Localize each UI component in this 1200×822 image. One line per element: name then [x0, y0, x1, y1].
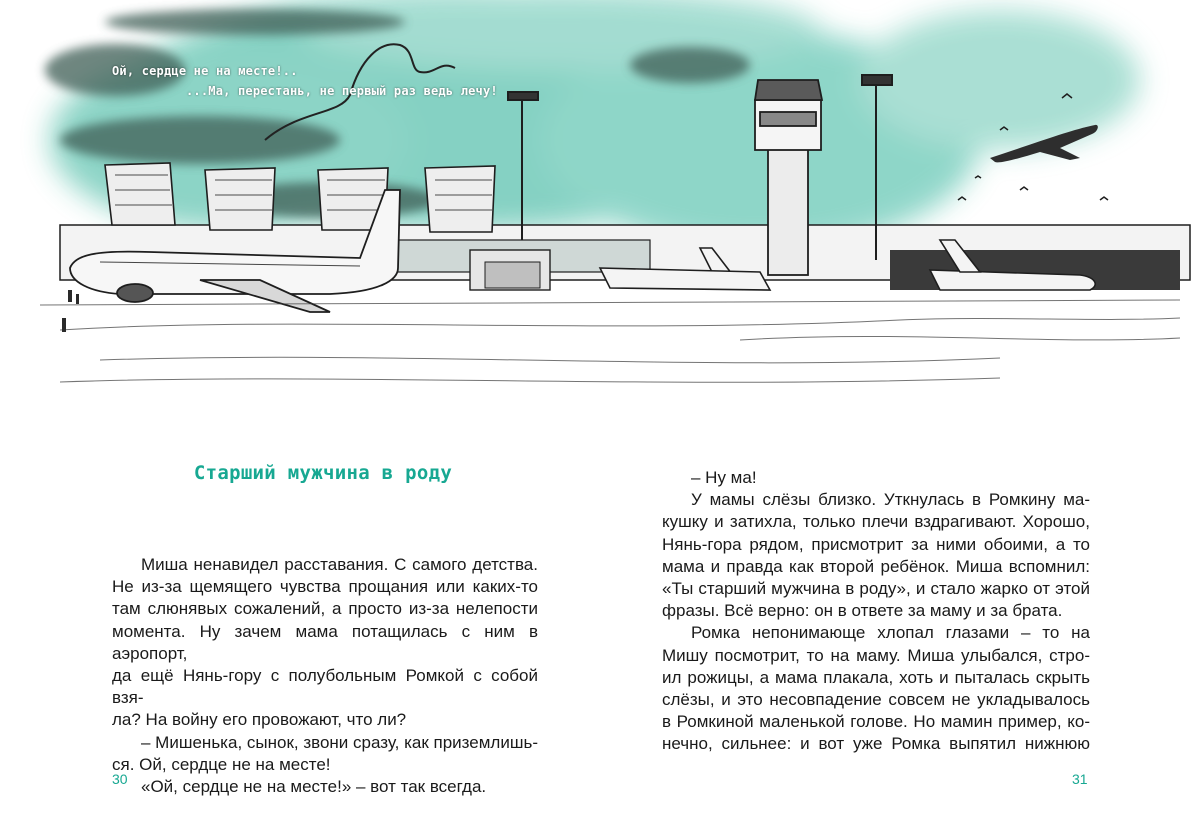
text-line: Не из-за щемящего чувства прощания или каких-то: [112, 577, 538, 597]
text-line: – Ну ма!: [691, 468, 757, 487]
text-line: мама и правда как второй ребёнок. Миша вспомнил:: [662, 556, 1090, 576]
text-line: да ещё Нянь-гору с полубольным Ромкой с собой взя-: [112, 666, 538, 708]
text-line: Мишу посмотрит, то на маму. Миша улыбался, стро-: [662, 645, 1090, 665]
text-line: нечно, сильнее: и вот уже Ромка выпятил нижнюю: [662, 734, 1090, 754]
text-line: ся. Ой, сердце не на месте!: [112, 754, 331, 774]
page-number-left: 30: [112, 771, 128, 787]
text-line: У мамы слёзы близко. Уткнулась в Ромкину ма-: [691, 490, 1090, 510]
illustration-caption-son: ...Ма, перестань, не первый раз ведь лечу!: [186, 84, 498, 98]
text-line: кушку и затихла, только плечи вздрагивают. Хорошо,: [662, 512, 1090, 532]
right-page-text: [662, 467, 1090, 756]
text-line: в Ромкиной маленькой голове. Но мамин пример, ко-: [662, 712, 1090, 732]
text-line: – Мишенька, сынок, звони сразу, как приземлишь-: [141, 732, 538, 752]
text-line: момента. Ну зачем мама потащилась с ним в аэропорт,: [112, 621, 538, 663]
airport-illustration: [0, 0, 1200, 392]
people: [62, 290, 79, 332]
text-line: «Ты старший мужчина в роду», и стало жарко от этой: [662, 579, 1090, 599]
illustration-caption-mother: Ой, сердце не на месте!..: [112, 64, 298, 78]
text-line: Миша ненавидел расставания. С самого детства.: [141, 555, 538, 574]
text-line: Ромка непонимающе хлопал глазами – то на: [691, 623, 1090, 643]
left-page-text: [112, 554, 538, 798]
text-line: «Ой, сердце не на месте!» – вот так всегда.: [141, 777, 487, 797]
text-line: ла? На войну его провожают, что ли?: [112, 710, 407, 730]
text-line: ил рожицы, а мама плакала, хоть и пыталась скрыть: [662, 667, 1090, 687]
ground-sketch: [40, 300, 1180, 382]
text-line: фразы. Всё верно: он в ответе за маму и за брата.: [662, 601, 1063, 621]
page-number-right: 31: [1072, 771, 1088, 787]
text-line: Нянь-гора рядом, присмотрит за ними обоими, а то: [662, 534, 1090, 554]
text-line: слёзы, и это несовпадение совсем не укладывалось: [662, 690, 1090, 710]
chapter-title: Старший мужчина в роду: [193, 462, 453, 484]
text-line: там слюнявых сожалений, а просто из-за нелепости: [112, 599, 538, 619]
